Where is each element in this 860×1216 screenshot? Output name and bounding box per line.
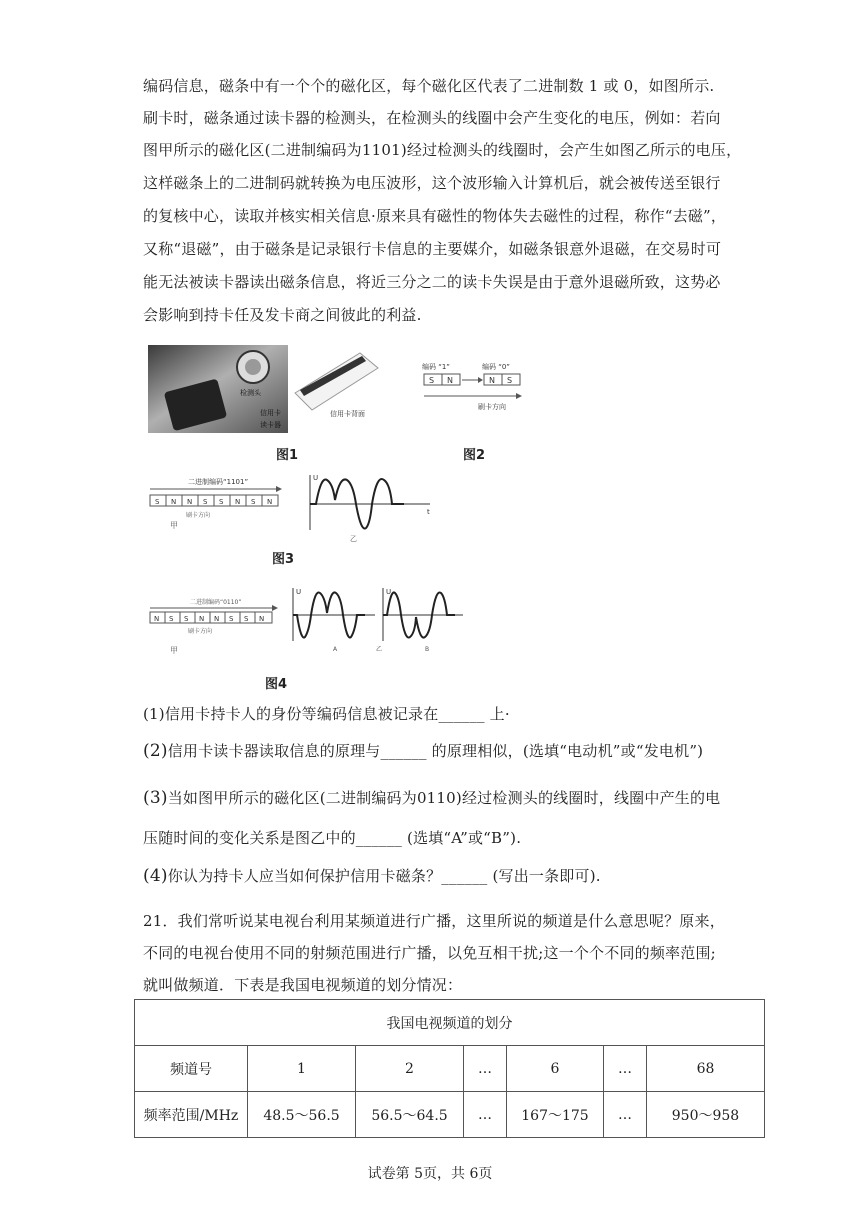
question-2-text: 信用卡读卡器读取信息的原理与______ 的原理相似，(选填“电动机”或“发电机”): [167, 742, 704, 760]
question-3-line-2: 压随时间的变化关系是图乙中的______ (选填“A”或“B”).: [143, 829, 522, 847]
fig2-code1-label: 编码 “1”: [422, 363, 450, 371]
figure-2-caption: 图2: [463, 448, 486, 463]
fig3-cell: S: [219, 498, 224, 506]
fig2-code0-label: 编码 “0”: [482, 363, 510, 371]
table-cell: …: [604, 1046, 647, 1092]
figure-1-photo: [148, 345, 288, 433]
fig4-axis-u-a: U: [296, 588, 302, 596]
tv-channel-table: [134, 999, 765, 1138]
fig3-axis-u: U: [313, 474, 319, 482]
question-4-number: (4): [143, 866, 168, 886]
table-cell: 48.5～56.5: [248, 1092, 356, 1138]
paragraph-line-8: 会影响到持卡任及发卡商之间彼此的利益.: [143, 306, 422, 324]
question-1: (1)信用卡持卡人的身份等编码信息被记录在______ 上·: [143, 705, 510, 723]
fig3-cell: N: [187, 498, 193, 506]
figure-4-yi-waveforms: [285, 583, 465, 655]
figure-3-caption: 图3: [272, 552, 295, 567]
figure-4-caption: 图4: [265, 677, 288, 692]
figure-2-diagram: [420, 360, 530, 415]
fig3-cell: N: [267, 498, 273, 506]
fig4-cell: N: [259, 615, 265, 623]
paragraph-line-2: 刷卡时，磁条通过读卡器的检测头，在检测头的线圈中会产生变化的电压，例如：若向: [143, 109, 721, 127]
fig3-yi-label: 乙: [350, 535, 357, 543]
table-cell: 1: [248, 1046, 356, 1092]
fig4-cell: S: [229, 615, 234, 623]
fig4-axis-u-b: U: [386, 588, 392, 596]
paragraph-line-6: 又称“退磁”，由于磁条是记录银行卡信息的主要媒介，如磁条银意外退磁，在交易时可: [143, 240, 722, 258]
fig3-cell: N: [235, 498, 241, 506]
paragraph-line-1: 编码信息，磁条中有一个个的磁化区，每个磁化区代表了二进制数 1 或 0，如图所示.: [143, 77, 715, 95]
fig4-direction: 刷卡方向: [188, 628, 213, 635]
fig2-cell-s1: S: [429, 376, 435, 385]
table-cell: 2: [356, 1046, 464, 1092]
fig3-title: 二进制编码“1101”: [188, 478, 249, 486]
table-cell: 6: [507, 1046, 604, 1092]
table-title: 我国电视频道的划分: [135, 1000, 765, 1046]
table-cell: 950～958: [647, 1092, 765, 1138]
question-21-line-3: 就叫做频道．下表是我国电视频道的划分情况：: [143, 976, 463, 994]
question-2: [143, 741, 703, 761]
question-3-text: 当如图甲所示的磁化区(二进制编码为0110)经过检测头的线圈时，线圈中产生的电: [167, 789, 721, 807]
table-row: [135, 1046, 765, 1092]
table-cell: 68: [647, 1046, 765, 1092]
figure-1-caption: 图1: [276, 448, 299, 463]
figure-4-jia: [148, 597, 288, 642]
figure-3-jia: [148, 475, 288, 520]
question-3-line-1: [143, 788, 720, 808]
fig3-cell: S: [203, 498, 208, 506]
fig4-jia-label: 甲: [170, 646, 178, 655]
paragraph-line-5: 的复核中心，读取并核实相关信息·原来具有磁性的物体失去磁性的过程，称作“去磁”，: [143, 207, 727, 225]
fig1-label-card: 信用卡: [260, 409, 281, 417]
paragraph-line-3: 图甲所示的磁化区(二进制编码为1101)经过检测头的线圈时，会产生如图乙所示的电压，: [143, 141, 742, 159]
figure-1-card-back: [290, 348, 380, 418]
fig2-cell-n1: N: [447, 376, 453, 385]
fig4-cell: N: [199, 615, 205, 623]
paragraph-line-4: 这样磁条上的二进制码就转换为电压波形，这个波形输入计算机后，就会被传送至银行: [143, 174, 721, 192]
fig4-cell: S: [184, 615, 189, 623]
table-cell: 频道号: [135, 1046, 248, 1092]
fig3-cell: S: [251, 498, 256, 506]
question-3-number: (3): [143, 788, 168, 808]
table-row: [135, 1092, 765, 1138]
fig2-direction: 刷卡方向: [478, 403, 506, 411]
fig2-cell-n0: N: [489, 376, 495, 385]
paragraph-line-7: 能无法被读卡器读出磁条信息，将近三分之二的读卡失误是由于意外退磁所致，这势必: [143, 273, 721, 291]
fig3-cell: S: [155, 498, 160, 506]
fig4-cell: N: [154, 615, 160, 623]
page-footer: 试卷第 5页，共 6页: [367, 1166, 493, 1182]
table-cell: …: [604, 1092, 647, 1138]
table-cell: 频率范围/MHz: [135, 1092, 248, 1138]
fig4-label-a: A: [333, 646, 338, 653]
fig1-label-head: 检测头: [240, 389, 261, 397]
fig3-axis-t: t: [427, 508, 430, 516]
fig4-cell: N: [214, 615, 220, 623]
fig4-cell: S: [244, 615, 249, 623]
fig3-jia-label: 甲: [170, 521, 178, 530]
fig4-cell: S: [169, 615, 174, 623]
table-cell: …: [464, 1092, 507, 1138]
fig4-yi-label: 乙: [376, 646, 383, 653]
fig1-label-reader: 读卡器: [260, 421, 281, 429]
table-cell: 167～175: [507, 1092, 604, 1138]
fig1-label-back: 信用卡背面: [330, 410, 365, 418]
fig4-label-b: B: [425, 646, 430, 653]
question-21-line-1: 21．我们常听说某电视台利用某频道进行广播，这里所说的频道是什么意思呢？原来，: [143, 912, 725, 930]
fig3-direction: 刷卡方向: [186, 512, 211, 519]
fig2-cell-s0: S: [507, 376, 513, 385]
table-cell: …: [464, 1046, 507, 1092]
fig4-title: 二进制编码“0110”: [190, 599, 242, 606]
figure-3-yi-waveform: [300, 470, 435, 545]
question-2-number: (2): [143, 741, 168, 761]
question-21-line-2: 不同的电视台使用不同的射频范围进行广播，以免互相干扰;这一个个不同的频率范围;: [143, 944, 716, 962]
fig3-cell: N: [171, 498, 177, 506]
table-cell: 56.5～64.5: [356, 1092, 464, 1138]
question-4-text: 你认为持卡人应当如何保护信用卡磁条？______ (写出一条即可).: [167, 867, 601, 885]
question-4: [143, 866, 601, 886]
